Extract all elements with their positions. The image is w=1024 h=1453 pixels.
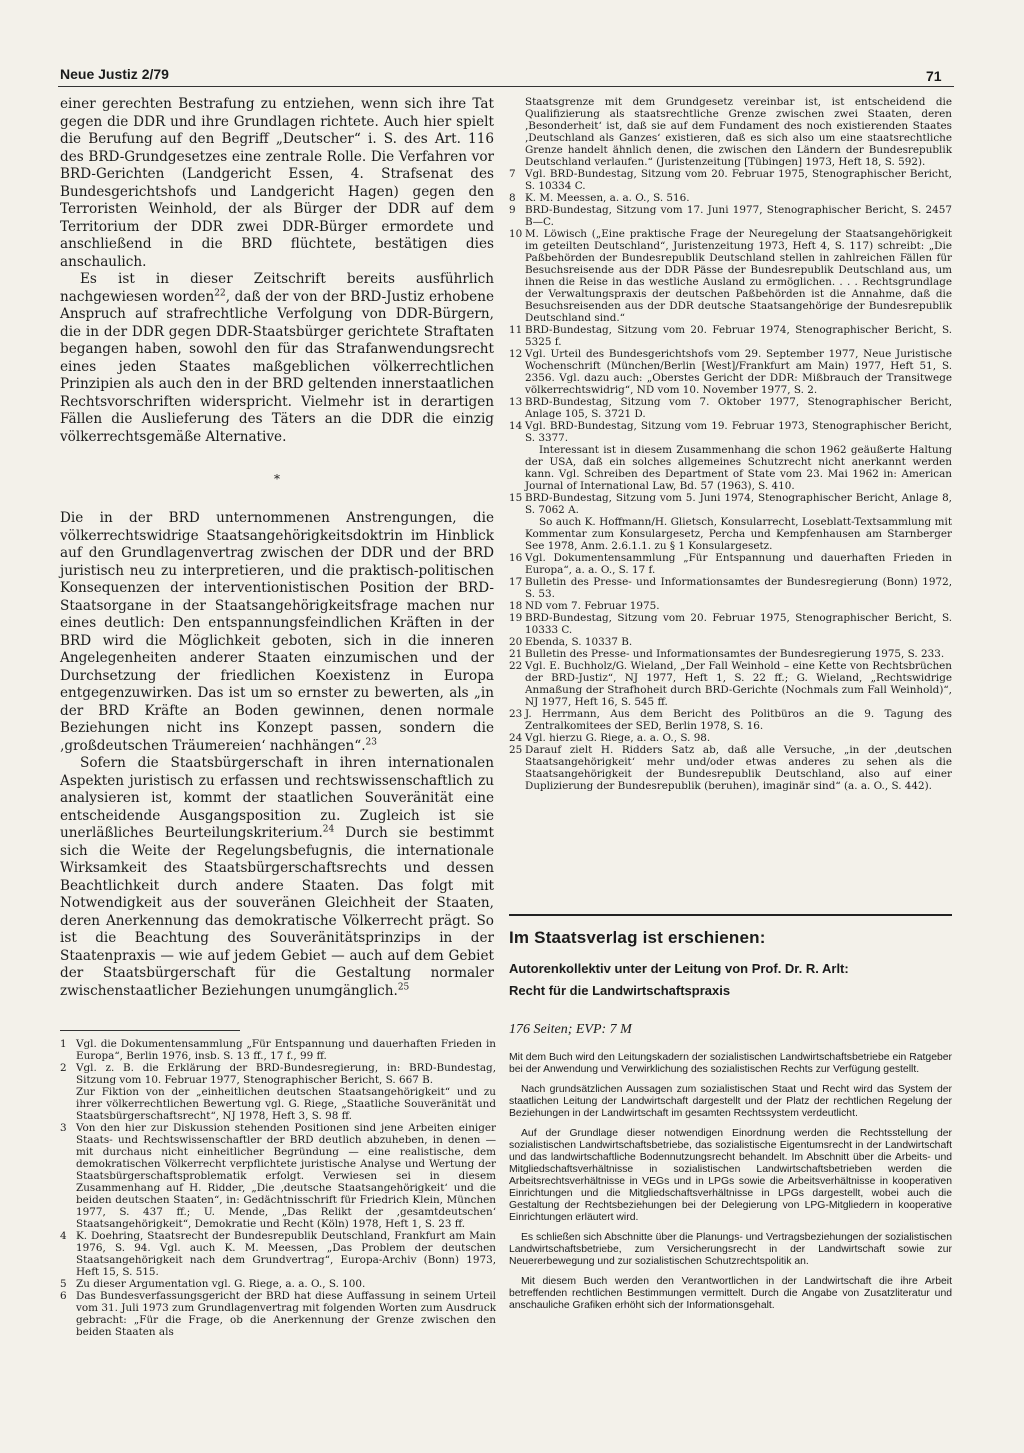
footnote — [60, 1122, 496, 1230]
paragraph-2 — [60, 271, 494, 446]
footnote-text: Staatsgrenze mit dem Grundgesetz vereinbar ist, ist entscheidend die Qualifizierung als staatsrechtliche Grenze zwischen zwei Staaten, deren ‚Besonderheit‘ ist, daß sie auf dem Fundament des noch existierenden Staates ‚Deutschland als Ganzes‘ existieren, daß es sich also um eine staatsrechtliche Grenze handelt ähnlich denen, die zwischen den Ländern der Bundesrepublik Deutschland verlaufen.“ (Juristenzeitung [Tübingen] 1973, Heft 18, S. 592). — [525, 96, 952, 168]
footnote-number: 3 — [60, 1122, 67, 1134]
footnote-ref-22: 22 — [214, 287, 226, 298]
footnote-text: Zur Fiktion von der „einheitlichen deutschen Staatsangehörigkeit“ und zu ihrer völkerrechtlichen Bewertung vgl. G. Riege, „Staatliche Souveränität und Staatsbürgerschaftsrecht“, NJ 1978, Heft 3, S. 98 ff. — [76, 1086, 496, 1122]
footnote-number: 11 — [509, 324, 523, 336]
footnote-ref-23: 23 — [365, 736, 377, 747]
footnote-number: 5 — [60, 1278, 67, 1290]
footnote — [509, 612, 952, 636]
footnote — [509, 732, 952, 744]
paragraph-3 — [60, 510, 494, 755]
footnote-continuation: Interessant ist in diesem Zusammenhang die schon 1962 geäußerte Haltung der USA, daß ein solches allgemeines Schutzrecht nicht anerkannt werden kann. Vgl. Schreiben des Department of State vom 23. Mai 1962 in: American Journal of International Law, Bd. 57 (1963), S. 410. — [525, 444, 952, 492]
footnote — [509, 420, 952, 444]
footnote-text: Darauf zielt H. Ridders Satz ab, daß alle Versuche, „in der ‚deutschen Staatsangehörigkeit‘ mehr und/oder etwas anderes zu sehen als die Staatsangehörigkeit der Bundesrepublik Deutschland, also auf einer Duplizierung der Bundesrepublik (beruhen), imaginär sind“ (a. a. O., S. 442). — [525, 744, 952, 792]
footnote — [509, 636, 952, 648]
footnote-text: BRD-Bundestag, Sitzung vom 20. Februar 1974, Stenographischer Bericht, S. 5325 f. — [525, 324, 952, 348]
footnote-text: Zu dieser Argumentation vgl. G. Riege, a. a. O., S. 100. — [76, 1278, 366, 1290]
footnote-number: 4 — [60, 1230, 67, 1242]
footnote-number — [60, 1086, 76, 1122]
footnote-number: 18 — [509, 600, 523, 612]
footnote-number: 10 — [509, 228, 523, 240]
footnote-number: 24 — [509, 732, 523, 744]
footnote-number: 16 — [509, 552, 523, 564]
footnote-text: Bulletin des Presse- und Informationsamtes der Bundesregierung (Bonn) 1972, S. 53. — [525, 576, 952, 600]
footnote-text: Vgl. BRD-Bundestag, Sitzung vom 19. Februar 1973, Stenographischer Bericht, S. 3377. — [525, 420, 952, 444]
footnote — [509, 660, 952, 708]
footnote-number: 22 — [509, 660, 523, 672]
footnote-text: Von den hier zur Diskussion stehenden Positionen sind jene Arbeiten einiger Staats- und Rechtswissenschaftler der BRD deutlich abzuheben, in denen — mit durchaus nicht einheitlicher Begründung — eine realistische, dem demokratischen Völkerrecht verpflichtete juristische Analyse und Wertung der Staatsbürgerschaftsproblematik erfolgt. Verwiesen sei in diesem Zusammenhang auf H. Ridder, „Die ‚deutsche Staatsangehörigkeit‘ und die beiden deutschen Staaten“, in: Gedächtnisschrift für Friedrich Klein, München 1977, S. 437 ff.; U. Mende, „Das Relikt der ‚gesamtdeutschen‘ Staatsangehörigkeit“, Demokratie und Recht (Köln) 1978, Heft 1, S. 23 ff. — [76, 1122, 496, 1230]
footnote-number: 7 — [509, 168, 516, 180]
advertisement-heading: Im Staatsverlag ist erschienen: — [509, 928, 766, 947]
footnote-text: K. Doehring, Staatsrecht der Bundesrepublik Deutschland, Frankfurt am Main 1976, S. 94. Vgl. auch K. M. Meessen, „Das Problem der deutschen Staatsangehörigkeit nach dem Grundvertrag“, Europa-Archiv (Bonn) 1973, Heft 15, S. 515. — [76, 1230, 496, 1278]
footnote-number: 8 — [509, 192, 516, 204]
book-meta: 176 Seiten; EVP: 7 M — [509, 1022, 632, 1037]
paragraph-4-text-b: Durch sie bestimmt sich die Weite der Regelungsbefugnis, die internationale Wirksamkeit des Staatsbürgerschaftsrechts und dessen Beachtlichkeit durch andere Staaten. Das folgt mit Notwendigkeit aus der souveränen Gleichheit der Staaten, deren Anerkennung das demokratische Völkerrecht prägt. So ist die Beachtung des Souveränitätsprinzips in der Staatenpraxis — wie auf jedem Gebiet — auch auf dem Gebiet der Staatsbürgerschaft für die Gestaltung normaler zwischenstaatlicher Beziehungen unumgänglich. — [60, 825, 494, 999]
footnote — [509, 708, 952, 732]
footnote — [60, 1038, 496, 1062]
footnote-text: BRD-Bundestag, Sitzung vom 5. Juni 1974, Stenographischer Bericht, Anlage 8, S. 7062 A. — [525, 492, 952, 516]
footnote-text: Vgl. z. B. die Erklärung der BRD-Bundesregierung, in: BRD-Bundestag, Sitzung vom 10. Februar 1977, Stenographischer Bericht, S. 667 B. — [76, 1062, 496, 1086]
section-separator: * — [274, 472, 280, 486]
footnote-text: Vgl. Dokumentensammlung „Für Entspannung und dauerhaften Frieden in Europa“, a. a. O., S. 17 f. — [525, 552, 952, 576]
footnote-text: BRD-Bundestag, Sitzung vom 20. Februar 1975, Stenographischer Bericht, S. 10333 C. — [525, 612, 952, 636]
advertisement-paragraph: Es schließen sich Abschnitte über die Planungs- und Vertragsbeziehungen der sozialistischen Landwirtschaftsbetriebe, zum Versicherungsrecht in der Landwirtschaft sowie zur Neuererbewegung und zur sozialistischen Schutzrechtspolitik an. — [509, 1232, 952, 1267]
footnote — [509, 228, 952, 324]
footnote-text: K. M. Meessen, a. a. O., S. 516. — [525, 192, 690, 204]
footnote — [60, 1290, 496, 1338]
book-author: Autorenkollektiv unter der Leitung von Prof. Dr. R. Arlt: — [509, 961, 849, 976]
footnote-number: 9 — [509, 204, 516, 216]
footnote — [509, 192, 952, 204]
footnote-number: 14 — [509, 420, 523, 432]
paragraph-1: einer gerechten Bestrafung zu entziehen, wenn sich ihre Tat gegen die DDR und ihre Grundlagen richtete. Auch hier spielt die Berufung auf den Begriff „Deutscher“ i. S. des Art. 116 des BRD-Grundgesetzes eine zentrale Rolle. Die Verfahren vor BRD-Gerichten (Landgericht Essen, 4. Strafsenat des Bundesgerichtshofs und Landgericht Hagen) gegen den Terroristen Weinhold, der als Bürger der DDR auf dem Territorium der DDR zwei DDR-Bürger ermordete und anschließend in die BRD flüchtete, bestätigen dies anschaulich. — [60, 96, 494, 270]
footnote-text: BRD-Bundestag, Sitzung vom 17. Juni 1977, Stenographischer Bericht, S. 2457 B—C. — [525, 204, 952, 228]
footnote-text: Vgl. Urteil des Bundesgerichtshofs vom 29. September 1977, Neue Juristische Wochenschrift (München/Berlin [West]/Frankfurt am Main) 1977, Heft 51, S. 2356. Vgl. dazu auch: „Oberstes Gericht der DDR: Mißbrauch der Transitwege völkerrechtswidrig“, ND vom 10. November 1977, S. 2. — [525, 348, 952, 396]
footnote — [509, 600, 952, 612]
paragraph-2-text-b: , daß der von der BRD-Justiz erhobene Anspruch auf strafrechtliche Verfolgung von DDR-Bürgern, die in der DDR gegen DDR-Staatsbürger gerichtete Straftaten begangen haben, sowohl den für das Strafanwendungsrecht eines jeden Staates maßgeblichen völkerrechtlichen Prinzipien als auch den in der BRD geltenden innerstaatlichen Rechtsvorschriften widerspricht. Vielmehr ist in derartigen Fällen die Auslieferung des Täters an die DDR die einzig völkerrechtsgemäße Alternative. — [60, 288, 494, 445]
footnote-text: Vgl. hierzu G. Riege, a. a. O., S. 98. — [525, 732, 711, 744]
paragraph-4 — [60, 755, 494, 1000]
footnote-ref-24: 24 — [322, 824, 335, 835]
footnote — [509, 348, 952, 396]
footnote-number — [509, 96, 525, 168]
left-column — [60, 96, 494, 1000]
footnote — [509, 96, 952, 168]
book-advertisement — [509, 924, 952, 1320]
footnote-number: 19 — [509, 612, 523, 624]
footnote-text: Vgl. die Dokumentensammlung „Für Entspannung und dauerhaften Frieden in Europa“, Berlin 1976, insb. S. 13 ff., 17 f., 99 ff. — [76, 1038, 496, 1062]
advertisement-paragraph: Nach grundsätzlichen Aussagen zum sozialistischen Staat und Recht wird das System der staatlichen Leitung der Landwirtschaft dargestellt und der Platz der rechtlichen Regelung der Beziehungen in der Landwirtschaft im gesamten Rechtssystem verdeutlicht. — [509, 1084, 952, 1119]
footnote-text: Ebenda, S. 10337 B. — [525, 636, 633, 648]
journal-title: Neue Justiz 2/79 — [60, 66, 169, 82]
footnote-text: J. Herrmann, Aus dem Bericht des Politbüros an die 9. Tagung des Zentralkomitees der SED, Berlin 1978, S. 16. — [525, 708, 952, 732]
book-title: Recht für die Landwirtschaftspraxis — [509, 983, 731, 998]
footnote — [509, 324, 952, 348]
advertisement-paragraph: Mit diesem Buch werden den Verantwortlichen in der Landwirtschaft die ihre Arbeit betreffenden rechtlichen Bestimmungen vermittelt. Durch die Angabe von Zusatzliteratur und anschauliche Grafiken erhöht sich der Informationsgehalt. — [509, 1276, 952, 1311]
advertisement-rule — [509, 914, 952, 916]
footnote-text: BRD-Bundestag, Sitzung vom 7. Oktober 1977, Stenographischer Bericht, Anlage 105, S. 3721 D. — [525, 396, 952, 420]
footnote — [509, 648, 952, 660]
footnote-text: Vgl. E. Buchholz/G. Wieland, „Der Fall Weinhold – eine Kette von Rechtsbrüchen der BRD-Justiz“, NJ 1977, Heft 1, S. 22 ff.; G. Wieland, „Rechtswidrige Anmaßung der Strafhoheit durch BRD-Gerichte (Nochmals zum Fall Weinhold)“, NJ 1977, Heft 16, S. 545 ff. — [525, 660, 952, 708]
footnote-number: 13 — [509, 396, 523, 408]
footnote — [509, 204, 952, 228]
footnote-text: M. Löwisch („Eine praktische Frage der Neuregelung der Staatsangehörigkeit im geteilten Deutschland“, Juristenzeitung 1973, Heft 4, S. 117) schreibt: „Die Paßbehörden der Bundesrepublik Deutschland stellen in zahlreichen Fällen für Besuchsreisende aus der DDR Pässe der Bundesrepublik Deutschland aus, um ihnen die Reise in das westliche Ausland zu ermöglichen. . . . Rechtsgrundlage der Verwaltungspraxis der deutschen Paßbehörden ist die Annahme, daß die Besuchsreisenden aus der DDR deutsche Staatsangehörige der Bundesrepublik Deutschland sind.“ — [525, 228, 952, 324]
footnote-text: Bulletin des Presse- und Informationsamtes der Bundesregierung 1975, S. 233. — [525, 648, 945, 660]
footnote-rule — [60, 1030, 240, 1031]
footnote — [60, 1062, 496, 1086]
paragraph-2-text-a: Es ist in dieser Zeitschrift bereits ausführlich nachgewiesen worden — [60, 271, 494, 305]
footnote-number: 21 — [509, 648, 523, 660]
footnote-number: 23 — [509, 708, 523, 720]
advertisement-paragraph: Mit dem Buch wird den Leitungskadern der sozialistischen Landwirtschaftsbetriebe ein Ratgeber bei der Anwendung und Verwirklichung des sozialistischen Rechts zur Verfügung gestellt. — [509, 1052, 952, 1075]
footnote — [509, 744, 952, 792]
page-number: 71 — [926, 68, 942, 84]
footnote-continuation: So auch K. Hoffmann/H. Glietsch, Konsularrecht, Loseblatt-Textsammlung mit Kommentar zum Konsulargesetz, Percha und Kempfenhausen am Starnberger See 1978, Anm. 2.6.1.1. zu § 1 Konsulargesetz. — [525, 516, 952, 552]
footnote-number: 6 — [60, 1290, 67, 1302]
footnote-ref-25: 25 — [397, 981, 410, 992]
footnote — [60, 1278, 496, 1290]
paragraph-3-text: Die in der BRD unternommenen Anstrengungen, die völkerrechtswidrige Staatsangehörigkeitsdoktrin im Hinblick auf den Grundlagenvertrag zwischen der DDR und der BRD juristisch neu zu interpretieren, und die praktisch-politischen Konsequenzen der interventionistischen Position der BRD-Staatsorgane in der Staatsangehörigkeitsfrage machen nur eines deutlich: Den entspannungsfeindlichen Kräften in der BRD wird die Möglichkeit geboten, sich in die inneren Angelegenheiten anderer Staaten einzumischen und der Durchsetzung der friedlichen Koexistenz in Europa entgegenzuwirken. Das ist um so ernster zu bewerten, als „in der BRD Kräfte an Boden gewinnen, denen normale Beziehungen nicht ins Konzept passen, sondern die ‚großdeutschen Träumereien‘ nachhängen“. — [60, 510, 494, 754]
footnote — [509, 576, 952, 600]
footnote — [509, 492, 952, 516]
footnote — [60, 1230, 496, 1278]
footnote — [509, 396, 952, 420]
footnote-text: Das Bundesverfassungsgericht der BRD hat diese Auffassung in seinem Urteil vom 31. Juli 1973 zum Grundlagenvertrag mit folgenden Worten zum Ausdruck gebracht: „Für die Frage, ob die Anerkennung der Grenze zwischen den beiden Staaten als — [76, 1290, 496, 1338]
footnote-number: 25 — [509, 744, 523, 756]
footnote-number: 1 — [60, 1038, 67, 1050]
footnotes-left — [60, 1038, 496, 1338]
footnote-number: 2 — [60, 1062, 67, 1074]
footnote — [509, 168, 952, 192]
footnote-text: ND vom 7. Februar 1975. — [525, 600, 660, 612]
right-column-footnotes — [509, 96, 952, 792]
footnote-number: 15 — [509, 492, 523, 504]
footnote-number: 12 — [509, 348, 523, 360]
advertisement-paragraph: Auf der Grundlage dieser notwendigen Einordnung werden die Rechtsstellung der sozialistischen Landwirtschaftsbetriebe, das sozialistische Eigentumsrecht in der Landwirtschaft und das landwirtschaftliche Bodennutzungsrecht behandelt. Im Abschnitt über die Arbeits- und Mitgliedschaftsverhältnisse in sozialistischen Landwirtschaftsbetrieben werden die Arbeitsrechtsverhältnisse in VEGs und in LPGs sowie die Arbeitsverhältnisse in kooperativen Einrichtungen und die Mitgliedschaftsverhältnisse in LPGs dargestellt, wobei auch die Gestaltung der Rechtsbeziehungen bei der Delegierung von LPG-Mitgliedern in kooperative Einrichtungen erläutert wird. — [509, 1128, 952, 1223]
footnote-text: Vgl. BRD-Bundestag, Sitzung vom 20. Februar 1975, Stenographischer Bericht, S. 10334 C. — [525, 168, 952, 192]
header-rule — [58, 86, 954, 87]
footnote — [60, 1086, 496, 1122]
paragraph-4-text-a: Sofern die Staatsbürgerschaft in ihren internationalen Aspekten juristisch zu erfassen und rechtswissenschaftlich zu analysieren ist, kommt der staatlichen Souveränität eine entscheidende Ausgangsposition zu. Zugleich ist sie unerläßliches Beurteilungskriterium. — [60, 755, 494, 841]
footnote-number: 20 — [509, 636, 523, 648]
footnote — [509, 552, 952, 576]
footnote-number: 17 — [509, 576, 523, 588]
